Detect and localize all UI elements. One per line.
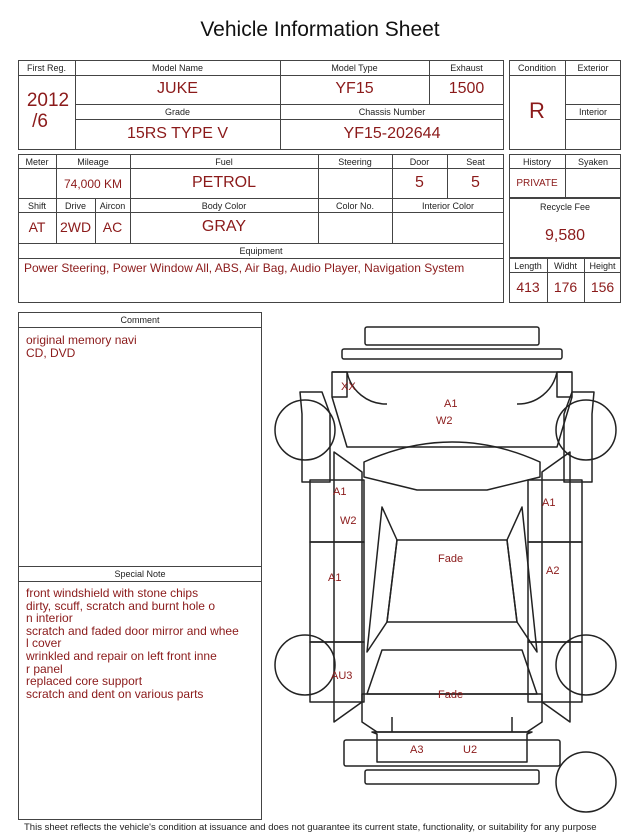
special-note-line: replaced core support: [26, 674, 143, 689]
seat-value: 5: [471, 174, 480, 191]
car-damage-diagram: [272, 322, 622, 818]
aircon-label: Aircon: [99, 201, 126, 211]
special-note-label: Special Note: [114, 569, 166, 579]
syaken-label: Syaken: [577, 157, 609, 167]
damage-mark: A1: [328, 572, 342, 584]
seat-label: Seat: [466, 157, 485, 167]
special-note-line: front windshield with stone chips: [26, 586, 199, 600]
special-note-line: scratch and faded door mirror and whee: [26, 623, 239, 638]
chassis-number-label: Chassis Number: [358, 107, 426, 117]
damage-mark: A1: [333, 486, 347, 498]
fuel-label: Fuel: [215, 157, 233, 167]
height-label: Height: [589, 261, 616, 271]
first-reg-year: 2012: [26, 90, 70, 111]
equipment-label: Equipment: [239, 246, 283, 256]
equipment-value: Power Steering, Power Window All, ABS, Air Bag, Audio Player, Navigation System: [24, 261, 465, 275]
model-type-value: YF15: [335, 80, 374, 97]
model-type-label: Model Type: [331, 63, 378, 73]
special-note-line: wrinkled and repair on left front inne: [26, 649, 217, 663]
exterior-label: Exterior: [577, 63, 609, 73]
length-label: Length: [514, 261, 542, 271]
drive-label: Drive: [64, 201, 86, 211]
interior-color-label: Interior Color: [421, 201, 475, 211]
door-value: 5: [415, 174, 424, 191]
condition-label: Condition: [517, 63, 557, 73]
comment-line: original memory navi: [26, 333, 137, 347]
damage-mark: W2: [340, 515, 357, 527]
steering-label: Steering: [338, 157, 372, 167]
damage-mark: W2: [436, 415, 453, 427]
history-label: History: [522, 157, 551, 167]
exhaust-value: 1500: [448, 80, 485, 97]
damage-mark: XX: [341, 381, 356, 393]
special-note-line: r panel: [26, 661, 63, 676]
damage-mark: A1: [444, 398, 458, 410]
body-color-value: GRAY: [201, 218, 247, 235]
meter-label: Meter: [25, 157, 49, 167]
damage-mark: A3: [410, 744, 424, 756]
interior-label: Interior: [578, 107, 607, 117]
first-reg-label: First Reg.: [26, 63, 66, 73]
color-no-label: Color No.: [335, 201, 374, 211]
exhaust-label: Exhaust: [450, 63, 483, 73]
door-label: Door: [409, 157, 430, 167]
grade-value: 15RS TYPE V: [126, 125, 229, 142]
mileage-label: Mileage: [77, 157, 109, 167]
model-name-value: JUKE: [157, 80, 198, 97]
shift-label: Shift: [27, 201, 46, 211]
page-title: Vehicle Information Sheet: [200, 18, 440, 41]
special-note-line: l cover: [26, 636, 62, 651]
body-color-label: Body Color: [201, 201, 247, 211]
grade-label: Grade: [164, 107, 190, 117]
special-note-line: scratch and dent on various parts: [26, 686, 204, 701]
damage-mark: Fade: [438, 553, 464, 565]
drive-value: 2WD: [59, 219, 92, 235]
width-value: 176: [553, 279, 578, 295]
shift-value: AT: [28, 219, 46, 235]
length-value: 413: [516, 279, 540, 295]
damage-mark: Fade: [438, 689, 464, 701]
damage-mark: A1: [542, 497, 556, 509]
recycle-fee-label: Recycle Fee: [539, 202, 591, 212]
comment-line: CD, DVD: [26, 345, 76, 360]
width-label: Widht: [553, 261, 577, 271]
condition-grade: R: [529, 98, 545, 123]
first-reg-month: /6: [32, 111, 48, 132]
mileage-value: 74,000 KM: [63, 177, 123, 191]
disclaimer-footer: This sheet reflects the vehicle's condition at issuance and does not guarantee its current state, functionality, or suitability for any purpose: [24, 822, 597, 833]
fuel-value: PETROL: [191, 174, 256, 191]
model-name-label: Model Name: [151, 63, 204, 73]
aircon-value: AC: [102, 219, 123, 235]
height-value: 156: [590, 279, 615, 295]
history-value: PRIVATE: [516, 178, 558, 189]
recycle-fee-value: 9,580: [544, 227, 586, 244]
damage-mark: U2: [463, 744, 478, 756]
damage-mark: A2: [546, 565, 560, 577]
chassis-number-value: YF15-202644: [343, 125, 441, 142]
comment-label: Comment: [120, 315, 160, 325]
damage-mark: AU3: [331, 670, 353, 682]
special-note-line: n interior: [26, 611, 73, 626]
special-note-line: dirty, scuff, scratch and burnt hole o: [26, 598, 215, 613]
